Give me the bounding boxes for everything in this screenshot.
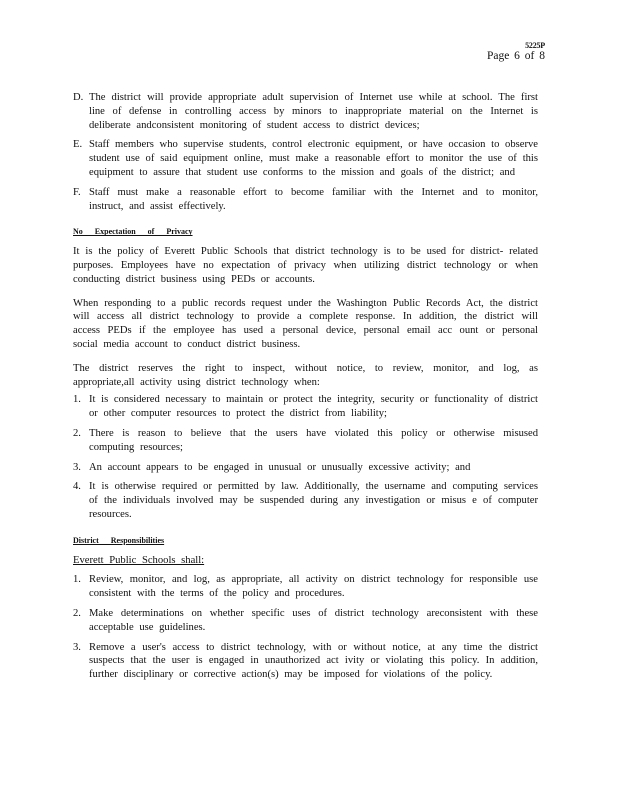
list-item (73, 91, 538, 132)
privacy-paragraph-1: It is the policy of Everett Public Schools that district technology is to be used for district- related purposes. Employees have no expectation of privacy when utilizing district technology or when conducting district business using PEDs or accounts. (73, 246, 538, 285)
item-marker: 1. (73, 574, 81, 586)
item-marker: F. (73, 186, 81, 198)
list-item (73, 607, 538, 635)
policy-code: 5225P (525, 41, 545, 50)
item-text: An account appears to be engaged in unusual or unusually excessive activity; and (89, 461, 471, 473)
item-text: There is reason to believe that the users have violated this policy or otherwise misused computing resources; (89, 427, 538, 453)
item-marker: D. (73, 92, 84, 103)
item-marker: 3. (73, 641, 81, 653)
lettered-list (73, 91, 538, 213)
privacy-numbered-list (73, 393, 538, 521)
item-marker: E. (73, 139, 83, 151)
list-item (73, 480, 538, 521)
privacy-paragraph-2: When responding to a public records request under the Washington Public Records Act, the district will access all district technology to provide a complete response. In addition, the district will access PEDs if the employee has used a personal device, personal email acc ount or personal social media account to conduct district business. (73, 297, 538, 350)
section-heading-responsibilities: District Responsibilities (73, 535, 165, 545)
item-text: Staff must make a reasonable effort to become familiar with the Internet and to monitor, instruct, and assist effectively. (89, 186, 538, 212)
item-marker: 1. (73, 394, 81, 406)
list-item (73, 461, 538, 475)
item-text: Make determinations on whether specific uses of district technology areconsistent with these acceptable use guidelines. (89, 607, 538, 633)
section-heading-privacy: No Expectation of Privacy (73, 227, 193, 237)
list-item (73, 186, 538, 214)
item-text: It is considered necessary to maintain or protect the integrity, security or functionality of district or other computer resources to protect the district from liability; (89, 394, 538, 420)
privacy-paragraph-3: The district reserves the right to inspect, without notice, to review, monitor, and log, as appropriate,all activity using district technology when: (73, 362, 538, 388)
list-item (73, 138, 538, 179)
item-marker: 4. (73, 481, 81, 493)
item-marker: 2. (73, 607, 81, 619)
item-marker: 2. (73, 427, 81, 439)
list-item (73, 573, 538, 601)
item-text: Review, monitor, and log, as appropriate, all activity on district technology for responsible use consistent with the terms of the policy and procedures. (89, 574, 538, 600)
list-item (73, 641, 538, 682)
list-item (73, 427, 538, 455)
item-marker: 3. (73, 461, 81, 473)
document-body (73, 91, 538, 688)
item-text: It is otherwise required or permitted by law. Additionally, the username and computing services of the individuals involved may be suspended during any investigation or misus e of computer resources. (89, 481, 538, 520)
item-text: Remove a user's access to district technology, with or without notice, at any time the district suspects that the user is engaged in unauthorized act ivity or violating this policy. In addition, further disciplinary or corrective action(s) may be imposed for violations of the policy. (89, 641, 538, 681)
responsibilities-numbered-list (73, 573, 538, 682)
item-text: The district will provide appropriate adult supervision of Internet use while at school. The first line of defense in controlling access by minors to inappropriate material on the Internet is deliberate andconsistent monitoring of student access to district devices; (89, 92, 538, 131)
list-item (73, 393, 538, 421)
responsibilities-lead: Everett Public Schools shall: (73, 554, 205, 566)
item-text: Staff members who supervise students, control electronic equipment, or have occasion to observe student use of said equipment online, must make a reasonable effort to monitor the use of this equipment to assure that student use conforms to the mission and goals of the district; and (89, 139, 538, 178)
page-number: Page 6 of 8 (486, 50, 545, 62)
